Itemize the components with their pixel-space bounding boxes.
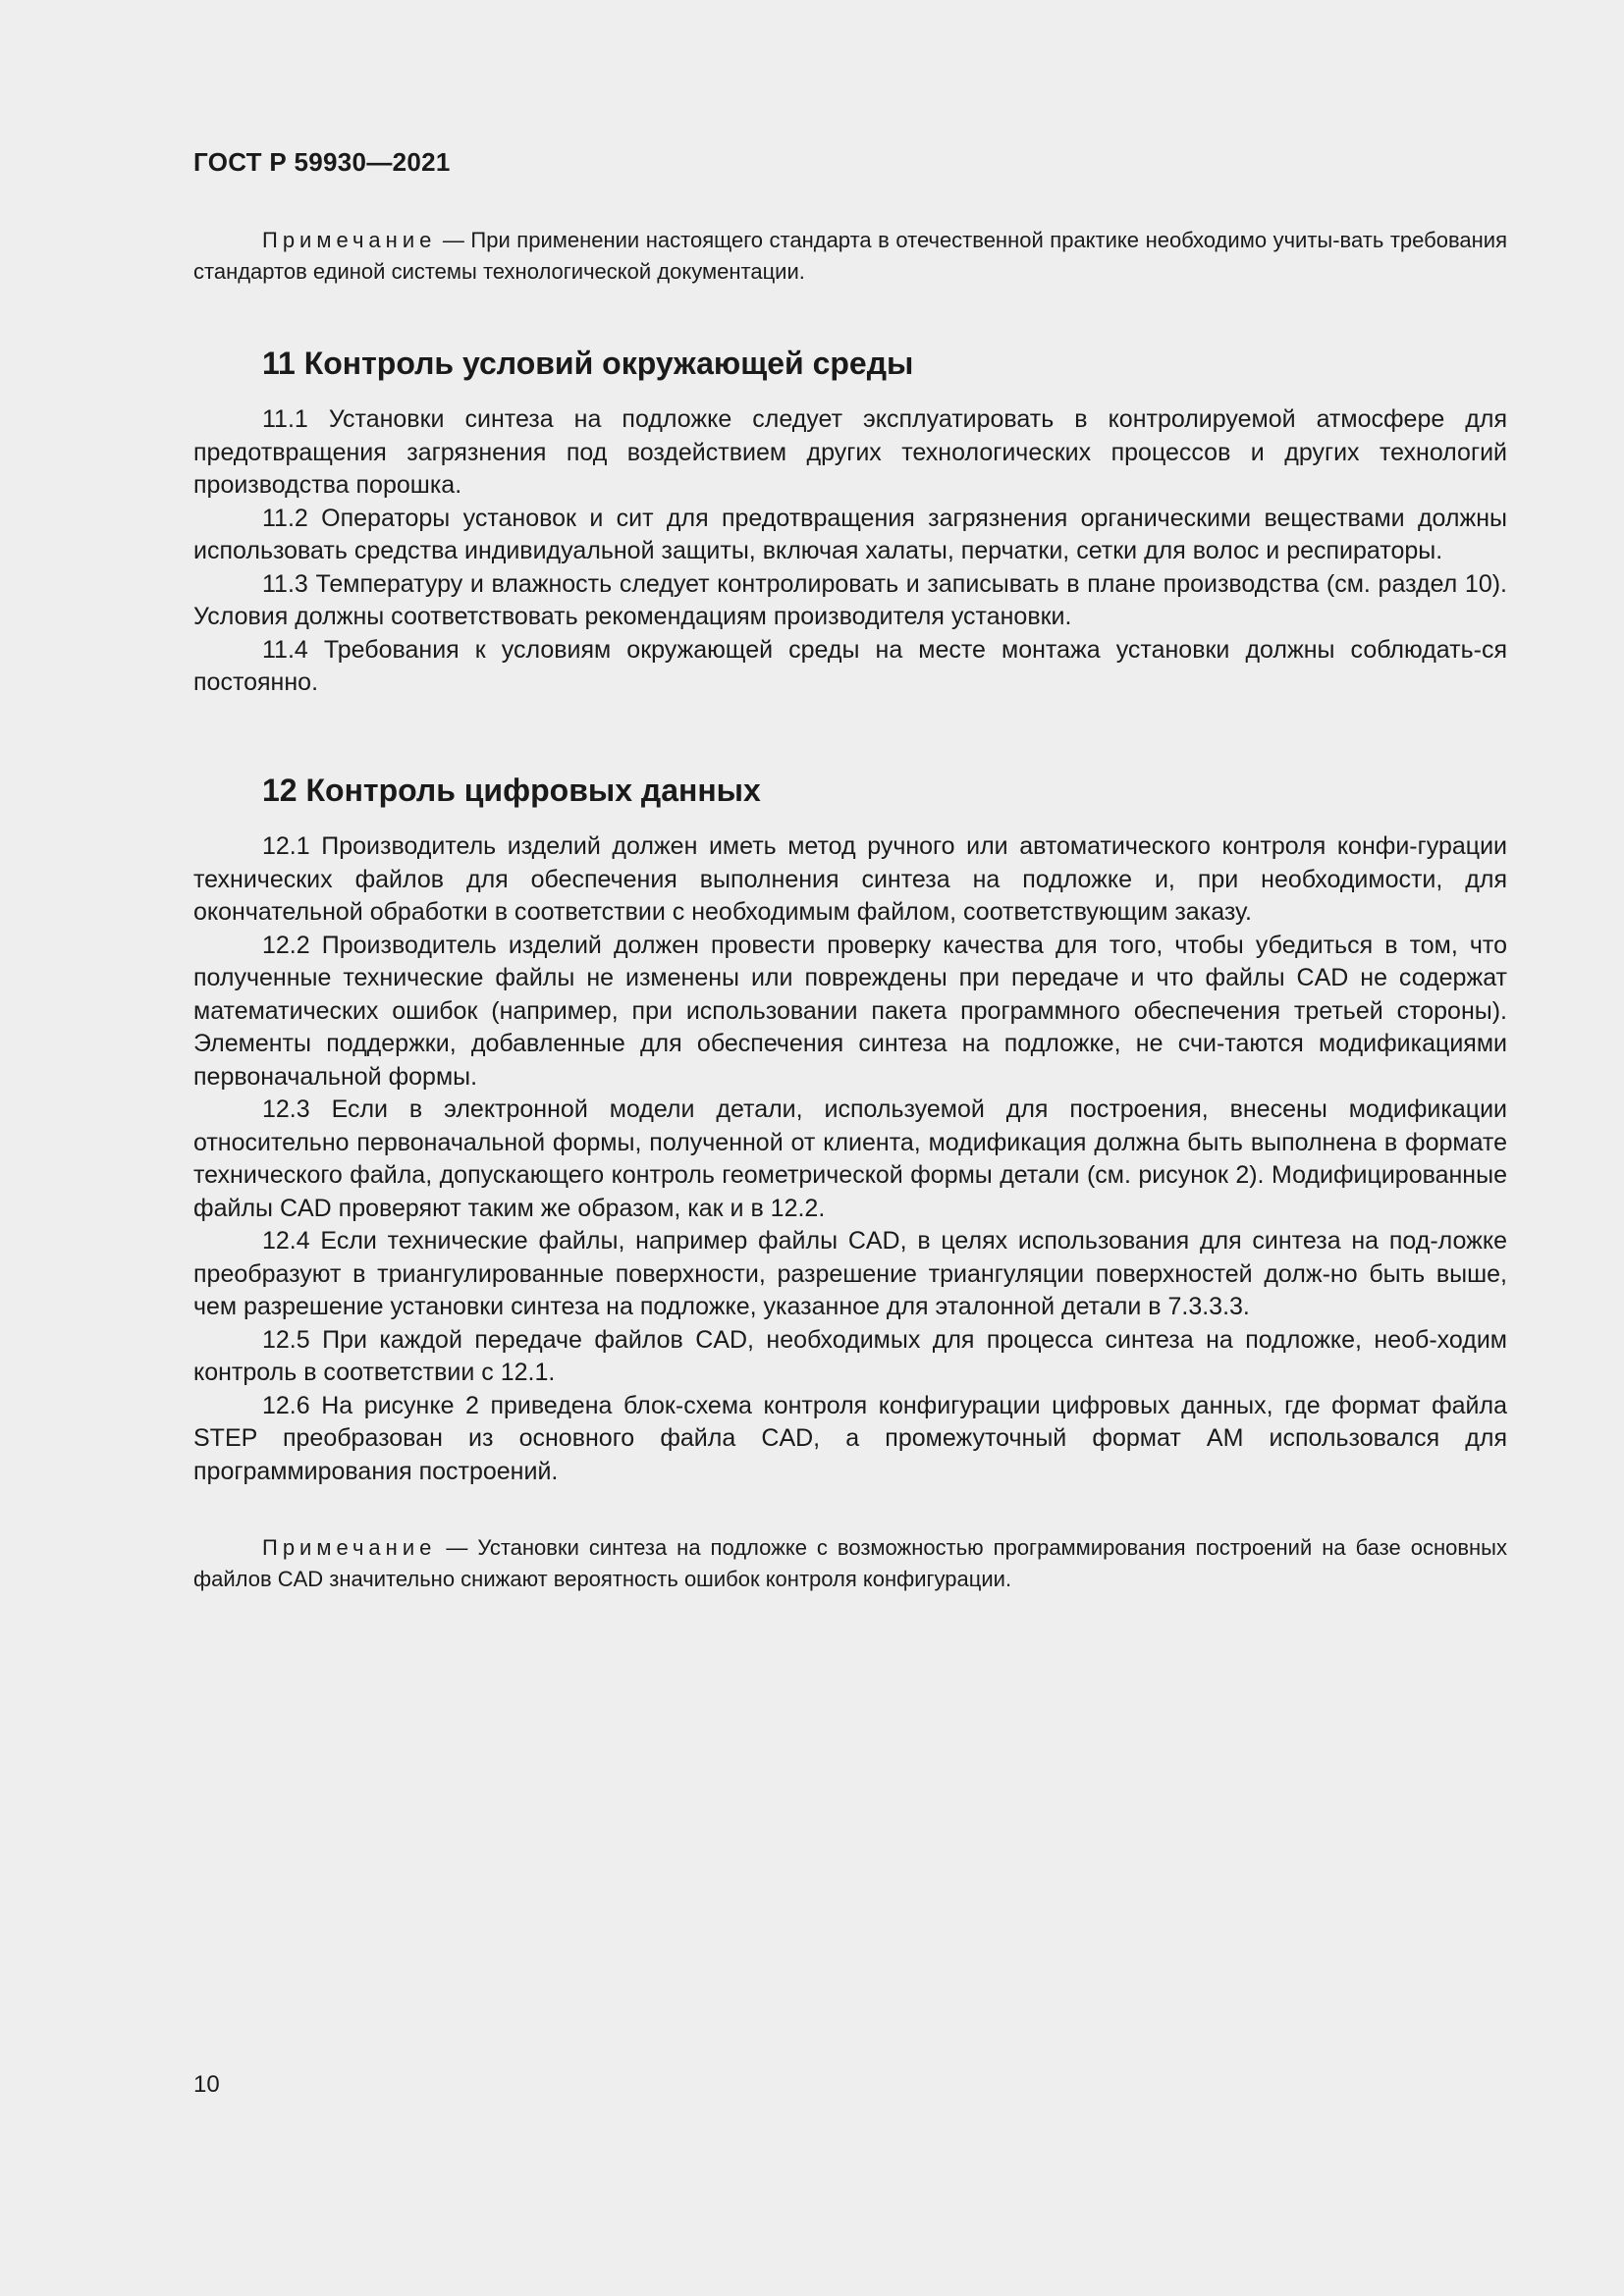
note-top xyxy=(193,225,1507,288)
paragraph-11-3: 11.3 Температуру и влажность следует контролировать и записывать в плане производства (см. раздел 10). Условия должны соответствовать рекомендациям производителя установки. xyxy=(193,569,1507,630)
section-12-body xyxy=(193,830,1507,1488)
paragraph-12-6: 12.6 На рисунке 2 приведена блок-схема контроля конфигурации цифровых данных, где формат файла STEP преобразован из основного файла CAD, а промежуточный формат AM использовался для программирования построений. xyxy=(193,1391,1507,1485)
paragraph-12-4: 12.4 Если технические файлы, например файлы CAD, в целях использования для синтеза на под-ложке преобразуют в триангулированные поверхности, разрешение триангуляции поверхностей долж-но быть выше, чем разрешение установки синтеза на подложке, указанное для эталонной детали в 7.3.3.3. xyxy=(193,1227,1507,1320)
document-id: ГОСТ Р 59930—2021 xyxy=(193,147,451,177)
page-number: 10 xyxy=(193,2071,220,2098)
paragraph-12-1: 12.1 Производитель изделий должен иметь метод ручного или автоматического контроля конфи-гурации технических файлов для обеспечения выполнения синтеза на подложке и, при необходимости, для окончательной обработки в соответствии с необходимым файлом, соответствующим заказу. xyxy=(193,832,1507,926)
paragraph-11-1: 11.1 Установки синтеза на подложке следует эксплуатировать в контролируемой атмосфере для предотвращения загрязнения под воздействием других технологических процессов и других технологий производства порошка. xyxy=(193,405,1507,499)
section-11-heading: 11 Контроль условий окружающей среды xyxy=(262,346,914,381)
paragraph-11-4: 11.4 Требования к условиям окружающей среды на месте монтажа установки должны соблюдать-ся постоянно. xyxy=(193,635,1507,696)
section-12-heading: 12 Контроль цифровых данных xyxy=(262,773,761,808)
note-bottom xyxy=(193,1532,1507,1595)
note-text: — Установки синтеза на подложке с возможностью программирования построений на базе основных файлов CAD значительно снижают вероятность ошибок контроля конфигурации. xyxy=(193,1535,1507,1591)
paragraph-12-2: 12.2 Производитель изделий должен провести проверку качества для того, чтобы убедиться в том, что полученные технические файлы не изменены или повреждены при передаче и что файлы CAD не содержат математических ошибок (например, при использовании пакета программного обеспечения третьей стороны). Элементы поддержки, добавленные для обеспечения синтеза на подложке, не счи-таются модификациями первоначальной формы. xyxy=(193,931,1507,1091)
note-label: Примечание xyxy=(262,1535,437,1560)
paragraph-12-5: 12.5 При каждой передаче файлов CAD, необходимых для процесса синтеза на подложке, необ-ходим контроль в соответствии с 12.1. xyxy=(193,1325,1507,1386)
note-label: Примечание xyxy=(262,228,437,252)
paragraph-12-3: 12.3 Если в электронной модели детали, используемой для построения, внесены модификации относительно первоначальной формы, полученной от клиента, модификация должна быть выполнена в формате технического файла, допускающего контроль геометрической формы детали (см. рисунок 2). Модифицированные файлы CAD проверяют таким же образом, как и в 12.2. xyxy=(193,1095,1507,1222)
section-11-body xyxy=(193,403,1507,700)
note-text: — При применении настоящего стандарта в отечественной практике необходимо учиты-вать требования стандартов единой системы технологической документации. xyxy=(193,228,1507,284)
paragraph-11-2: 11.2 Операторы установок и сит для предотвращения загрязнения органическими веществами должны использовать средства индивидуальной защиты, включая халаты, перчатки, сетки для волос и респираторы. xyxy=(193,504,1507,564)
